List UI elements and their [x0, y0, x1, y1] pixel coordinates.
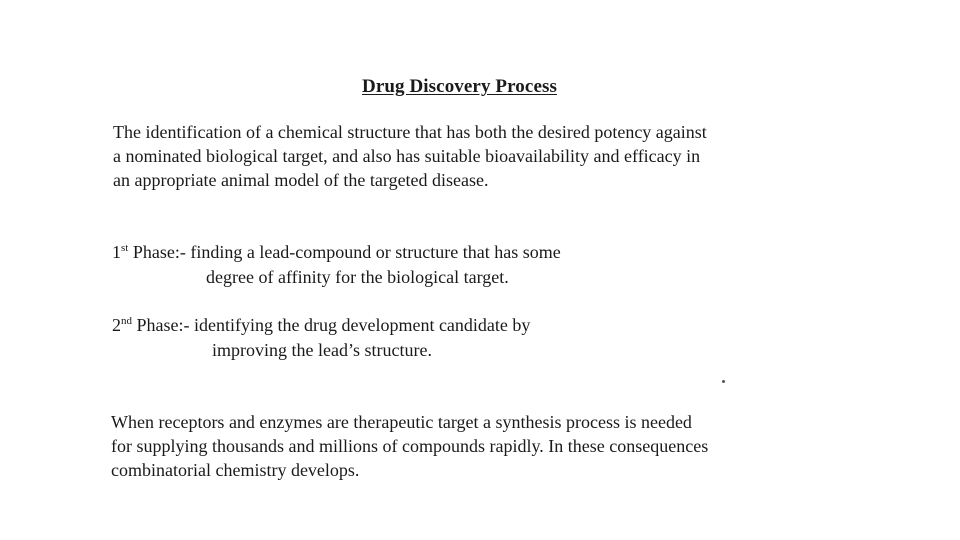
- intro-paragraph: [113, 120, 707, 192]
- phase-2-description-continuation: improving the lead’s structure.: [212, 340, 432, 360]
- phase-2-label: [112, 315, 194, 335]
- scan-speck: [722, 380, 725, 383]
- document-title: Drug Discovery Process: [362, 76, 557, 97]
- phase-2-number: 2: [112, 315, 121, 335]
- phase-1-item: [112, 240, 561, 290]
- phase-1-number: 1: [112, 242, 121, 262]
- phase-2-item: [112, 313, 530, 363]
- closing-line: When receptors and enzymes are therapeutic target a synthesis process is needed: [111, 412, 692, 432]
- intro-line: an appropriate animal model of the targeted disease.: [113, 170, 489, 190]
- closing-paragraph: [111, 410, 708, 482]
- phase-2-ordinal: nd: [121, 315, 132, 327]
- intro-line: a nominated biological target, and also has suitable bioavailability and efficacy in: [113, 146, 701, 166]
- closing-line: combinatorial chemistry develops.: [111, 460, 360, 480]
- phase-1-label-text: Phase:-: [128, 242, 191, 262]
- phase-2-label-text: Phase:-: [132, 315, 194, 335]
- phase-1-description-line: finding a lead-compound or structure that has some: [190, 242, 561, 262]
- phase-1-label: [112, 242, 190, 262]
- phase-2-description-line: identifying the drug development candidate by: [194, 315, 531, 335]
- phase-1-description-continuation: degree of affinity for the biological target.: [206, 267, 509, 287]
- closing-line: for supplying thousands and millions of compounds rapidly. In these consequences: [111, 436, 709, 456]
- intro-line: The identification of a chemical structure that has both the desired potency against: [113, 122, 707, 142]
- phase-1-ordinal: st: [121, 242, 129, 254]
